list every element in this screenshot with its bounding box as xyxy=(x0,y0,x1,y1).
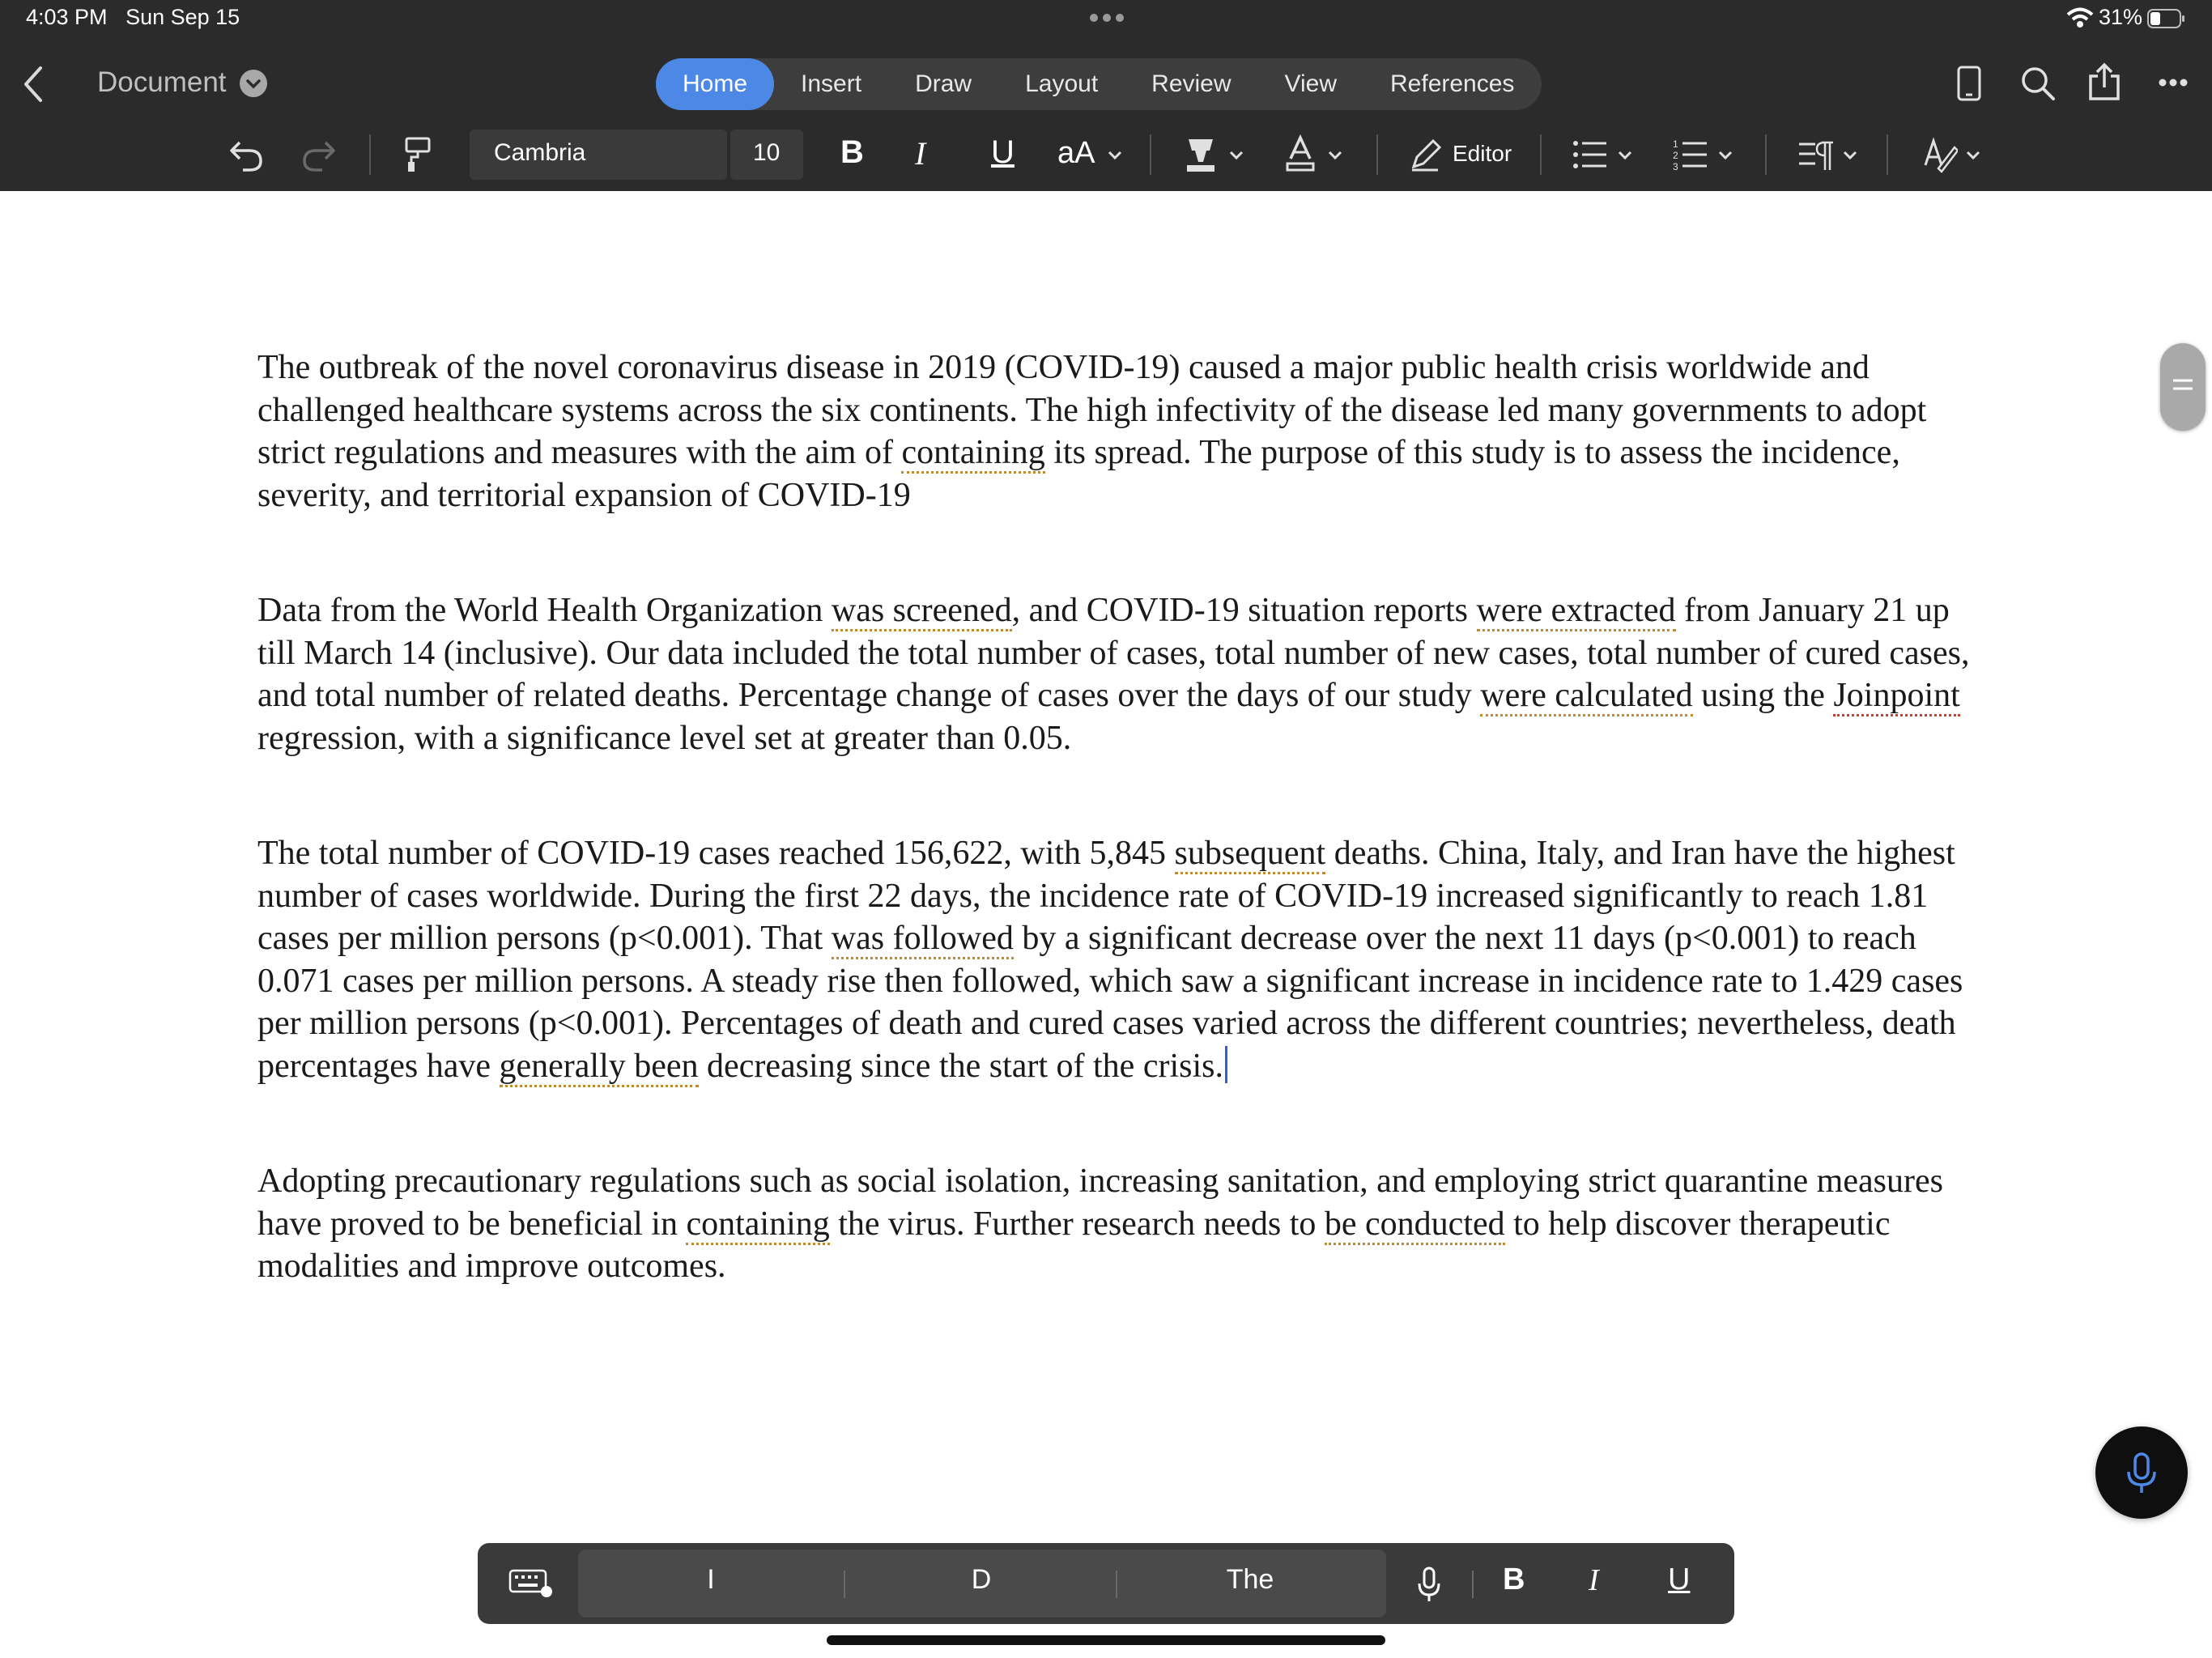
kb-divider xyxy=(1472,1571,1474,1598)
grammar-flag: were calculated xyxy=(1480,677,1692,716)
suggestion-1[interactable]: I xyxy=(707,1564,715,1595)
font-color-icon[interactable] xyxy=(1284,134,1317,173)
text-run: The outbreak of the novel coronavirus disease in 2019 (COVID-19) caused a major public health crisis worldwide and challenged healthcare systems across the six continents. The high infectivity of the disease led many governments to adopt strict regulations and measures with the aim of xyxy=(257,349,1927,471)
format-painter-icon[interactable] xyxy=(403,136,432,173)
multitasking-dots-icon[interactable] xyxy=(1088,6,1125,29)
tab-insert[interactable]: Insert xyxy=(801,70,862,97)
grammar-flag: containing xyxy=(686,1205,829,1245)
toolbar-divider xyxy=(1765,134,1767,175)
top-chrome xyxy=(0,0,2212,191)
grammar-flag: containing xyxy=(901,434,1044,474)
highlighter-icon[interactable] xyxy=(1184,136,1218,173)
tab-layout[interactable]: Layout xyxy=(1025,70,1099,97)
suggestion-2[interactable]: D xyxy=(971,1564,992,1595)
title-dropdown-icon[interactable] xyxy=(240,70,267,97)
tab-view[interactable]: View xyxy=(1284,70,1338,97)
dictate-button[interactable] xyxy=(2095,1426,2188,1519)
tab-review[interactable]: Review xyxy=(1151,70,1231,97)
grammar-flag: subsequent xyxy=(1175,835,1326,874)
scroll-handle[interactable] xyxy=(2160,343,2206,431)
paragraph[interactable] xyxy=(257,832,1974,1087)
ribbon-tabs xyxy=(656,58,1542,110)
tab-references[interactable]: References xyxy=(1390,70,1515,97)
kb-bold-button[interactable]: B xyxy=(1503,1562,1525,1596)
styles-icon[interactable] xyxy=(1922,136,1958,173)
battery-percentage: 31% xyxy=(2099,5,2143,29)
home-indicator[interactable] xyxy=(827,1635,1385,1645)
paragraph[interactable] xyxy=(257,346,1974,517)
toolbar-divider xyxy=(1887,134,1888,175)
status-date: Sun Sep 15 xyxy=(125,5,240,29)
scroll-grip-icon xyxy=(2160,343,2206,431)
grammar-flag: was followed xyxy=(832,920,1014,959)
share-icon[interactable] xyxy=(2087,62,2121,102)
toolbar-divider xyxy=(1376,134,1378,175)
suggestion-divider xyxy=(844,1571,845,1598)
undo-icon[interactable] xyxy=(228,134,264,173)
wifi-icon xyxy=(2066,6,2094,29)
chevron-down-icon[interactable] xyxy=(1966,151,1980,160)
toolbar-divider xyxy=(369,134,371,175)
chevron-down-icon[interactable] xyxy=(1843,151,1857,160)
paragraph[interactable] xyxy=(257,1160,1974,1288)
paragraph-format-icon[interactable] xyxy=(1797,139,1835,172)
battery-icon xyxy=(2147,8,2186,29)
suggestion-3[interactable]: The xyxy=(1226,1564,1274,1595)
phone-view-icon[interactable] xyxy=(1956,65,1982,102)
numbered-list-icon[interactable] xyxy=(1673,138,1708,172)
text-run: decreasing since the start of the crisis. xyxy=(698,1047,1223,1085)
back-chevron-icon[interactable] xyxy=(18,63,50,105)
grammar-flag: generally been xyxy=(500,1048,699,1087)
text-cursor xyxy=(1225,1046,1227,1083)
editor-pen-icon[interactable] xyxy=(1409,138,1441,172)
italic-button[interactable]: I xyxy=(915,135,926,172)
grammar-flag: be conducted xyxy=(1325,1205,1505,1245)
toolbar-divider xyxy=(1540,134,1542,175)
paragraph[interactable] xyxy=(257,589,1974,759)
chevron-down-icon[interactable] xyxy=(1229,151,1244,160)
text-run: deaths. China, Italy, and Iran have the highest number of cases worldwide. During the first 22 days, the incidence rate of COVID-19 increased significantly to reach 1.81 cases per million persons (p<0.001). That xyxy=(257,835,1955,957)
bullet-list-icon[interactable] xyxy=(1572,139,1608,170)
chevron-down-icon[interactable] xyxy=(1618,151,1632,160)
text-run: to help discover therapeutic modalities and improve outcomes. xyxy=(257,1205,1891,1285)
redo-icon[interactable] xyxy=(301,134,337,173)
underline-button[interactable]: U xyxy=(991,134,1015,170)
text-run: Adopting precautionary regulations such as social isolation, increasing sanitation, and employing strict quarantine measures have proved to be beneficial in xyxy=(257,1163,1943,1243)
text-run: from January 21 up till March 14 (inclusive). Our data included the total number of cases, total number of new cases, total number of cured cases, and total number of related deaths. Percentage change of cases over the days of our study xyxy=(257,592,1970,714)
svg-text:1: 1 xyxy=(1673,138,1678,150)
text-run: its spread. The purpose of this study is to assess the incidence, severity, and territorial expansion of COVID-19 xyxy=(257,434,1900,514)
chevron-down-icon[interactable] xyxy=(1328,151,1342,160)
tab-home[interactable]: Home xyxy=(656,58,774,110)
status-clock: 4:03 PM xyxy=(26,5,108,29)
text-run: , and COVID-19 situation reports xyxy=(1011,592,1477,629)
keyboard-icon[interactable] xyxy=(508,1569,554,1598)
font-name-value: Cambria xyxy=(494,139,586,166)
svg-text:2: 2 xyxy=(1673,150,1678,161)
text-run: The total number of COVID-19 cases reached 156,622, with 5,845 xyxy=(257,835,1175,872)
document-body[interactable] xyxy=(257,346,1974,1361)
text-run: regression, with a significance level set at greater than 0.05. xyxy=(257,719,1072,757)
text-run: the virus. Further research needs to xyxy=(829,1205,1325,1243)
bold-button[interactable]: B xyxy=(840,134,864,170)
toolbar-divider xyxy=(1150,134,1151,175)
text-run: using the xyxy=(1692,677,1834,714)
kb-italic-button[interactable]: I xyxy=(1589,1563,1599,1597)
font-size-value: 10 xyxy=(753,139,781,166)
chevron-down-icon[interactable] xyxy=(1108,151,1122,160)
spelling-flag: Joinpoint xyxy=(1833,677,1959,716)
status-time xyxy=(26,5,240,30)
dictation-mic-icon[interactable] xyxy=(1417,1566,1441,1603)
tab-draw[interactable]: Draw xyxy=(915,70,972,97)
grammar-flag: were extracted xyxy=(1477,592,1676,631)
kb-underline-button[interactable]: U xyxy=(1668,1562,1691,1596)
chevron-down-icon[interactable] xyxy=(1718,151,1733,160)
text-run: by a significant decrease over the next 11 days (p<0.001) to reach 0.071 cases per million persons. A steady rise then followed, which saw a significant increase in incidence rate to 1.429 cases per million persons (p<0.001). Percentages of death and cured cases varied across the different countries; nevertheless, death percentages have xyxy=(257,920,1963,1085)
search-icon[interactable] xyxy=(2019,65,2057,102)
change-case-button[interactable]: aA xyxy=(1057,136,1095,170)
more-options-icon[interactable] xyxy=(2159,78,2188,87)
text-run: Data from the World Health Organization xyxy=(257,592,832,629)
grammar-flag: was screened xyxy=(832,592,1012,631)
document-title[interactable]: Document xyxy=(97,66,227,98)
editor-button[interactable]: Editor xyxy=(1453,141,1512,166)
microphone-icon xyxy=(2095,1426,2188,1519)
svg-text:3: 3 xyxy=(1673,161,1678,172)
suggestion-divider xyxy=(1116,1571,1117,1598)
